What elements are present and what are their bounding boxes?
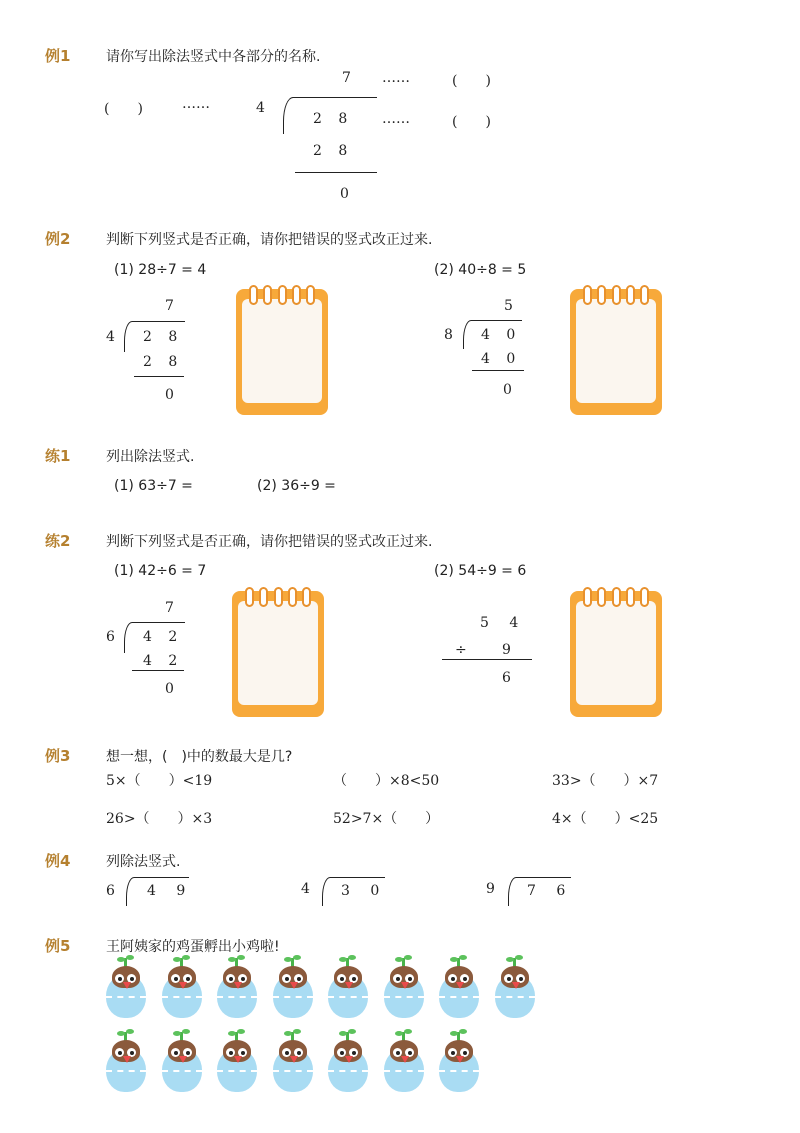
ex2-p1-notepad[interactable] (236, 285, 328, 415)
pr2-p1-label: (1) 42÷6 = 7 (114, 563, 207, 579)
chick-in-egg-icon (160, 958, 204, 1020)
ex1-dots-dividend: …… (382, 111, 410, 127)
chick-in-egg-icon (382, 958, 426, 1020)
ex2-p2-quotient: 5 (504, 298, 513, 314)
ex3-item-6: 4×（ ）<25 (552, 811, 659, 827)
ex2-p1-line (134, 376, 184, 377)
chick-in-egg-icon (271, 958, 315, 1020)
ex1-product: 2 8 (313, 143, 354, 159)
ex2-p1-dividend: 2 8 (143, 329, 184, 345)
ex4-instruction: 列除法竖式. (106, 854, 181, 870)
ex4-item-2-dividend: 3 0 (341, 883, 388, 899)
chick-in-egg-icon (104, 958, 148, 1020)
pr2-p1-line (132, 670, 184, 671)
ex2-p2-product: 4 0 (481, 351, 522, 367)
ex1-dividend: 2 8 (313, 111, 354, 127)
ex2-p2-remainder: 0 (503, 382, 512, 398)
ex3-item-1: 5×（ ）<19 (106, 773, 213, 789)
pr2-tag: 练2 (45, 532, 71, 550)
pr2-p2-label: (2) 54÷9 = 6 (434, 563, 527, 579)
chick-in-egg-icon (160, 1032, 204, 1094)
ex1-remainder: 0 (340, 186, 349, 202)
ex4-item-2-divisor: 4 (301, 881, 310, 897)
ex3-item-4: 26>（ ）×3 (106, 811, 213, 827)
ex1-blank-divisor[interactable]: ( ) (104, 101, 143, 117)
chick-in-egg-icon (437, 958, 481, 1020)
chick-in-egg-icon (493, 958, 537, 1020)
ex4-tag: 例4 (45, 852, 71, 870)
ex1-dots-divisor: …… (182, 96, 210, 112)
chick-in-egg-icon (382, 1032, 426, 1094)
chick-in-egg-icon (326, 958, 370, 1020)
ex5-instruction: 王阿姨家的鸡蛋孵出小鸡啦! (106, 939, 280, 955)
ex1-subtract-line (295, 172, 377, 173)
pr2-p1-divisor: 6 (106, 629, 115, 645)
pr1-q1: (1) 63÷7 = (114, 478, 193, 494)
pr1-tag: 练1 (45, 447, 71, 465)
ex2-p2-notepad[interactable] (570, 285, 662, 415)
ex2-p1-label: (1) 28÷7 = 4 (114, 262, 207, 278)
pr2-p1-remainder: 0 (165, 681, 174, 697)
pr2-p2-op: ÷ (455, 642, 467, 658)
ex3-instruction: 想一想，( )中的数最大是几? (106, 749, 293, 765)
ex2-p2-label: (2) 40÷8 = 5 (434, 262, 527, 278)
chick-in-egg-icon (215, 1032, 259, 1094)
ex2-tag: 例2 (45, 230, 71, 248)
ex2-p2-line (472, 370, 524, 371)
ex3-tag: 例3 (45, 747, 71, 765)
ex4-item-3-dividend: 7 6 (527, 883, 574, 899)
ex1-divisor: 4 (256, 100, 265, 116)
pr2-p2-result: 6 (502, 670, 511, 686)
ex2-p2-dividend: 4 0 (481, 327, 522, 343)
ex5-tag: 例5 (45, 937, 71, 955)
pr2-p1-product: 4 2 (143, 653, 184, 669)
pr2-p1-notepad[interactable] (232, 587, 324, 717)
pr2-p2-line (442, 659, 532, 660)
ex3-item-5: 52>7×（ ） (333, 811, 440, 827)
ex1-quotient: 7 (342, 70, 351, 86)
ex1-tag: 例1 (45, 47, 71, 65)
ex4-item-1-dividend: 4 9 (147, 883, 194, 899)
chick-in-egg-icon (271, 1032, 315, 1094)
ex2-p1-product: 2 8 (143, 354, 184, 370)
ex3-item-2: （ ）×8<50 (333, 773, 440, 789)
pr1-q2: (2) 36÷9 = (257, 478, 336, 494)
ex4-item-1-divisor: 6 (106, 883, 115, 899)
ex2-p1-remainder: 0 (165, 387, 174, 403)
ex1-blank-quotient[interactable]: ( ) (452, 73, 491, 89)
chick-in-egg-icon (326, 1032, 370, 1094)
chick-in-egg-icon (104, 1032, 148, 1094)
pr2-p2-mid: 9 (502, 642, 511, 658)
ex3-item-3: 33>（ ）×7 (552, 773, 659, 789)
ex4-item-3-divisor: 9 (486, 881, 495, 897)
pr2-p2-top: 5 4 (480, 615, 527, 631)
pr2-instruction: 判断下列竖式是否正确，请你把错误的竖式改正过来. (106, 534, 433, 550)
chick-in-egg-icon (215, 958, 259, 1020)
ex2-p2-divisor: 8 (444, 327, 453, 343)
ex1-instruction: 请你写出除法竖式中各部分的名称. (106, 49, 321, 65)
ex2-instruction: 判断下列竖式是否正确，请你把错误的竖式改正过来. (106, 232, 433, 248)
pr1-instruction: 列出除法竖式. (106, 449, 195, 465)
pr2-p1-dividend: 4 2 (143, 629, 184, 645)
ex1-dots-quotient: …… (382, 70, 410, 86)
pr2-p1-quotient: 7 (165, 600, 174, 616)
ex1-blank-dividend[interactable]: ( ) (452, 114, 491, 130)
ex2-p1-divisor: 4 (106, 329, 115, 345)
chick-in-egg-icon (437, 1032, 481, 1094)
ex2-p1-quotient: 7 (165, 298, 174, 314)
pr2-p2-notepad[interactable] (570, 587, 662, 717)
